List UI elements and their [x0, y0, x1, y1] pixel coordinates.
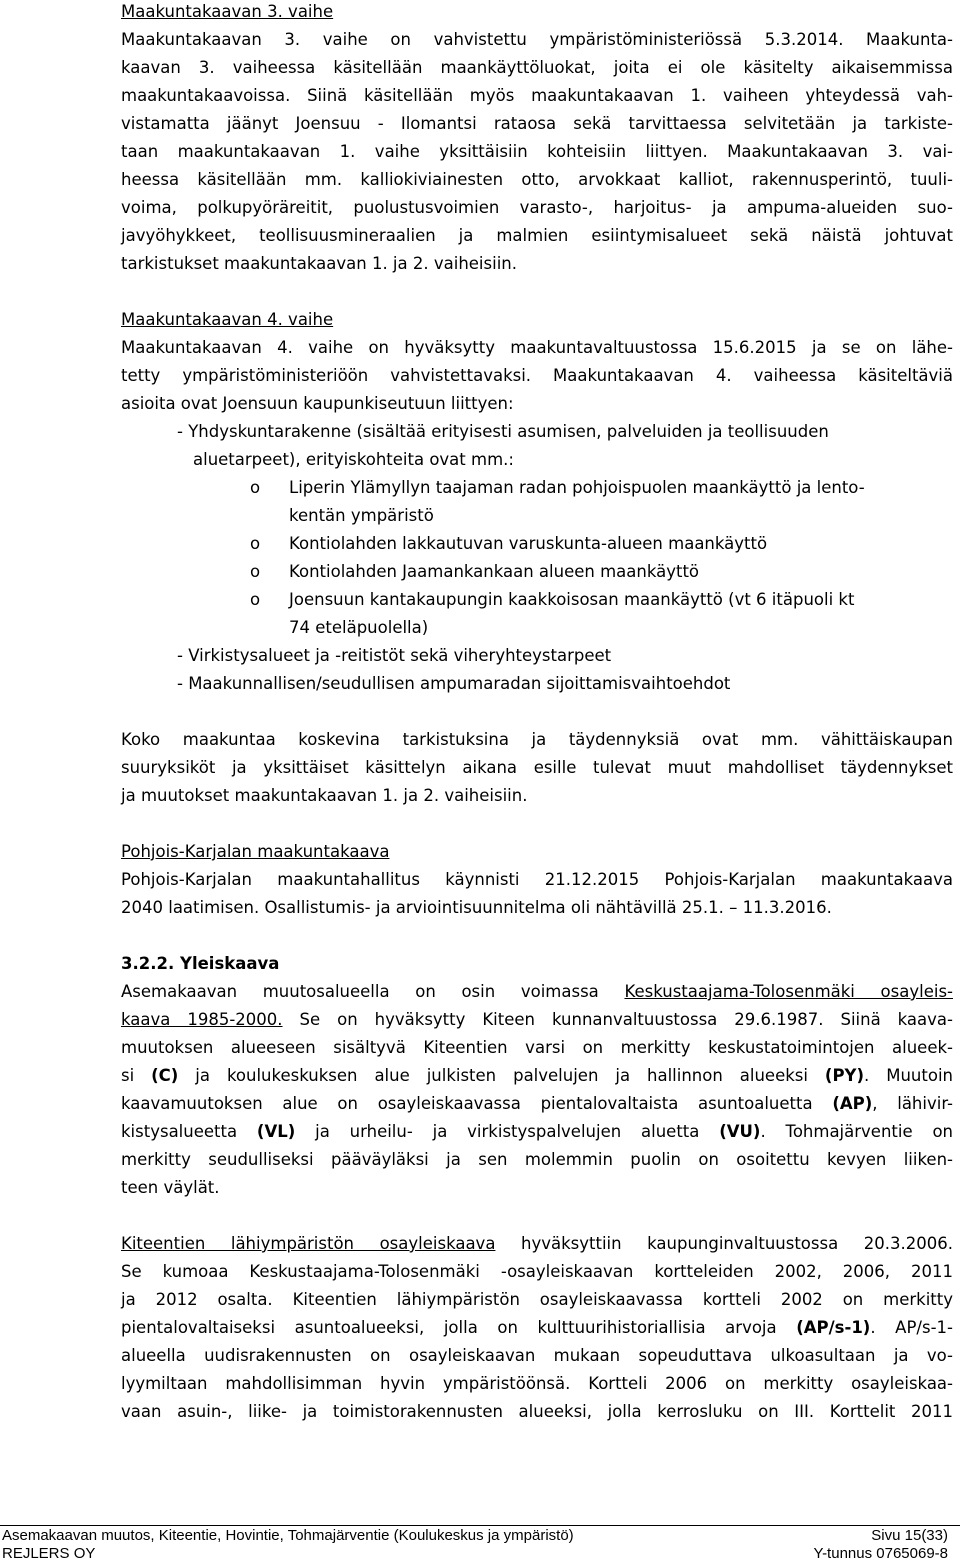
paragraph-line	[121, 978, 953, 1006]
zone-code: (AP)	[832, 1094, 873, 1113]
plan-link[interactable]: Keskustaajama-Tolosenmäki osayleis-	[624, 982, 953, 1001]
text-span: kistysalueetta	[121, 1122, 257, 1141]
footer-business-id: Y-tunnus 0765069-8	[813, 1545, 948, 1562]
text-span: . AP/s-1-	[870, 1318, 953, 1337]
zone-code: (AP/s-1)	[796, 1318, 871, 1337]
list-item: - Maakunnallisen/seudullisen ampumaradan sijoittamisvaihtoehdot	[177, 674, 731, 693]
paragraph-line: 2040 laatimisen. Osallistumis- ja arviointisuunnitelma oli nähtävillä 25.1. – 11.3.2016.	[121, 898, 832, 917]
paragraph-line: Maakuntakaavan 3. vaihe on vahvistettu ympäristöministeriössä 5.3.2014. Maakunta-	[121, 30, 953, 49]
paragraph-line	[121, 1118, 953, 1146]
plan-link[interactable]: kaava 1985-2000.	[121, 1010, 283, 1029]
paragraph-line	[121, 1062, 953, 1090]
text-span: kaavamuutoksen alue on osayleiskaavassa pientalovaltaista asuntoaluetta	[121, 1094, 833, 1113]
list-item: - Yhdyskuntarakenne (sisältää erityisesti asumisen, palveluiden ja teollisuuden	[177, 422, 829, 441]
paragraph-line: muutoksen alueeseen sisältyvä Kiteentien varsi on merkitty keskustatoimintojen alueek-	[121, 1038, 953, 1057]
text-span: Asemakaavan muutosalueella on osin voimassa	[121, 982, 625, 1001]
sublist-item: Kontiolahden Jaamankankaan alueen maankäyttö	[289, 562, 700, 581]
text-span: , lähivir-	[872, 1094, 954, 1113]
paragraph-line: Koko maakuntaa koskevina tarkistuksina ja täydennyksiä ovat mm. vähittäiskaupan	[121, 730, 953, 749]
sublist-item-continuation: kentän ympäristö	[289, 506, 434, 525]
paragraph-line	[121, 1090, 953, 1118]
bullet-icon: o	[250, 534, 261, 553]
paragraph-line: vistamatta jäänyt Joensuu - Ilomantsi rataosa sekä tarvittaessa selvitetään ja tarkiste-	[121, 114, 953, 133]
paragraph-line: javyöhykkeet, teollisuusmineraalien ja malmien esiintymisalueet sekä näistä johtuvat	[121, 226, 953, 245]
paragraph-line: voima, polkupyöräreitit, puolustusvoimien varasto-, harjoitus- ja ampuma-alueiden suo-	[121, 198, 953, 217]
paragraph-line: tarkistukset maakuntakaavan 1. ja 2. vaiheisiin.	[121, 254, 517, 273]
text-span: Se on hyväksytty Kiteen kunnanvaltuustossa 29.6.1987. Siinä kaava-	[282, 1010, 953, 1029]
paragraph-line: suuryksiköt ja yksittäiset käsittelyn aikana esille tulevat muut mahdolliset täydennykset	[121, 758, 953, 777]
paragraph-line: heessa käsitellään mm. kalliokiviainesten otto, arvokkaat kalliot, rakennusperintö, tuuli-	[121, 170, 953, 189]
footer-document-title: Asemakaavan muutos, Kiteentie, Hovintie, Tohmajärventie (Koulukeskus ja ympäristö)	[2, 1527, 574, 1544]
text-span: . Muutoin	[864, 1066, 953, 1085]
sublist-item: Liperin Ylämyllyn taajaman radan pohjoispuolen maankäyttö ja lento-	[289, 478, 865, 497]
section-heading-master-plan: 3.2.2. Yleiskaava	[121, 954, 280, 973]
paragraph-line: Se kumoaa Keskustaajama-Tolosenmäki -osayleiskaavan kortteleiden 2002, 2006, 2011	[121, 1262, 953, 1281]
paragraph-line	[121, 1314, 953, 1342]
zone-code: (PY)	[824, 1066, 865, 1085]
section-heading-3rd-phase: Maakuntakaavan 3. vaihe	[121, 2, 334, 21]
paragraph-line	[121, 1006, 953, 1034]
text-span: . Tohmajärventie on	[760, 1122, 954, 1141]
section-heading-4th-phase: Maakuntakaavan 4. vaihe	[121, 310, 334, 329]
paragraph-line: alueella uudisrakennusten on osayleiskaavan mukaan sopeuduttava ulkoasultaan ja vo-	[121, 1346, 953, 1365]
zone-code: (C)	[151, 1066, 179, 1085]
sublist-item-continuation: 74 eteläpuolella)	[289, 618, 429, 637]
bullet-icon: o	[250, 590, 261, 609]
zone-code: (VL)	[256, 1122, 296, 1141]
paragraph-line: kaavan 3. vaiheessa käsitellään maankäyttöluokat, joita ei ole käsitelty aikaisemmissa	[121, 58, 953, 77]
text-span: pientalovaltaiseksi asuntoalueeksi, jolla on kulttuurihistoriallisia arvoja	[121, 1318, 797, 1337]
plan-link[interactable]: Kiteentien lähiympäristön osayleiskaava	[121, 1234, 496, 1253]
paragraph-line: merkitty seudulliseksi pääväyläksi ja sen molemmin puolin on osoitettu kevyen liiken-	[121, 1150, 953, 1169]
text-span: ja koulukeskuksen alue julkisten palvelujen ja hallinnon alueeksi	[178, 1066, 825, 1085]
bullet-icon: o	[250, 478, 261, 497]
list-item: - Virkistysalueet ja -reitistöt sekä viheryhteystarpeet	[177, 646, 612, 665]
zone-code: (VU)	[719, 1122, 761, 1141]
paragraph-line	[121, 1230, 953, 1258]
sublist-item: Joensuun kantakaupungin kaakkoisosan maankäyttö (vt 6 itäpuoli kt	[289, 590, 855, 609]
list-item-continuation: aluetarpeet), erityiskohteita ovat mm.:	[193, 450, 514, 469]
footer-company: REJLERS OY	[2, 1545, 96, 1562]
paragraph-line: teen väylät.	[121, 1178, 220, 1197]
paragraph-line: tetty ympäristöministeriöön vahvistettavaksi. Maakuntakaavan 4. vaiheessa käsiteltäviä	[121, 366, 953, 385]
text-span: ja urheilu- ja virkistyspalvelujen aluetta	[295, 1122, 720, 1141]
paragraph-line: vaan asuin-, liike- ja toimistorakennusten alueeksi, jolla kerrosluku on III. Korttelit 2011	[121, 1402, 953, 1421]
bullet-icon: o	[250, 562, 261, 581]
footer-page-number: Sivu 15(33)	[871, 1527, 948, 1544]
paragraph-line: lyymiltaan mahdollisimman hyvin ympäristöönsä. Kortteli 2006 on merkitty osayleiskaa-	[121, 1374, 953, 1393]
paragraph-line: Maakuntakaavan 4. vaihe on hyväksytty maakuntavaltuustossa 15.6.2015 ja se on lähe-	[121, 338, 953, 357]
section-heading-regional-plan: Pohjois-Karjalan maakuntakaava	[121, 842, 390, 861]
text-span: hyväksyttiin kaupunginvaltuustossa 20.3.2006.	[495, 1234, 953, 1253]
paragraph-line: taan maakuntakaavan 1. vaihe yksittäisiin kohteisiin liittyen. Maakuntakaavan 3. vai-	[121, 142, 953, 161]
paragraph-line: Pohjois-Karjalan maakuntahallitus käynnisti 21.12.2015 Pohjois-Karjalan maakuntakaava	[121, 870, 953, 889]
paragraph-line: asioita ovat Joensuun kaupunkiseutuun liittyen:	[121, 394, 514, 413]
sublist-item: Kontiolahden lakkautuvan varuskunta-alueen maankäyttö	[289, 534, 768, 553]
text-span: si	[121, 1066, 152, 1085]
paragraph-line: maakuntakaavoissa. Siinä käsitellään myös maakuntakaavan 1. vaiheen yhteydessä vah-	[121, 86, 953, 105]
paragraph-line: ja 2012 osalta. Kiteentien lähiympäristön osayleiskaavassa kortteli 2002 on merkitty	[121, 1290, 953, 1309]
paragraph-line: ja muutokset maakuntakaavan 1. ja 2. vaiheisiin.	[121, 786, 528, 805]
